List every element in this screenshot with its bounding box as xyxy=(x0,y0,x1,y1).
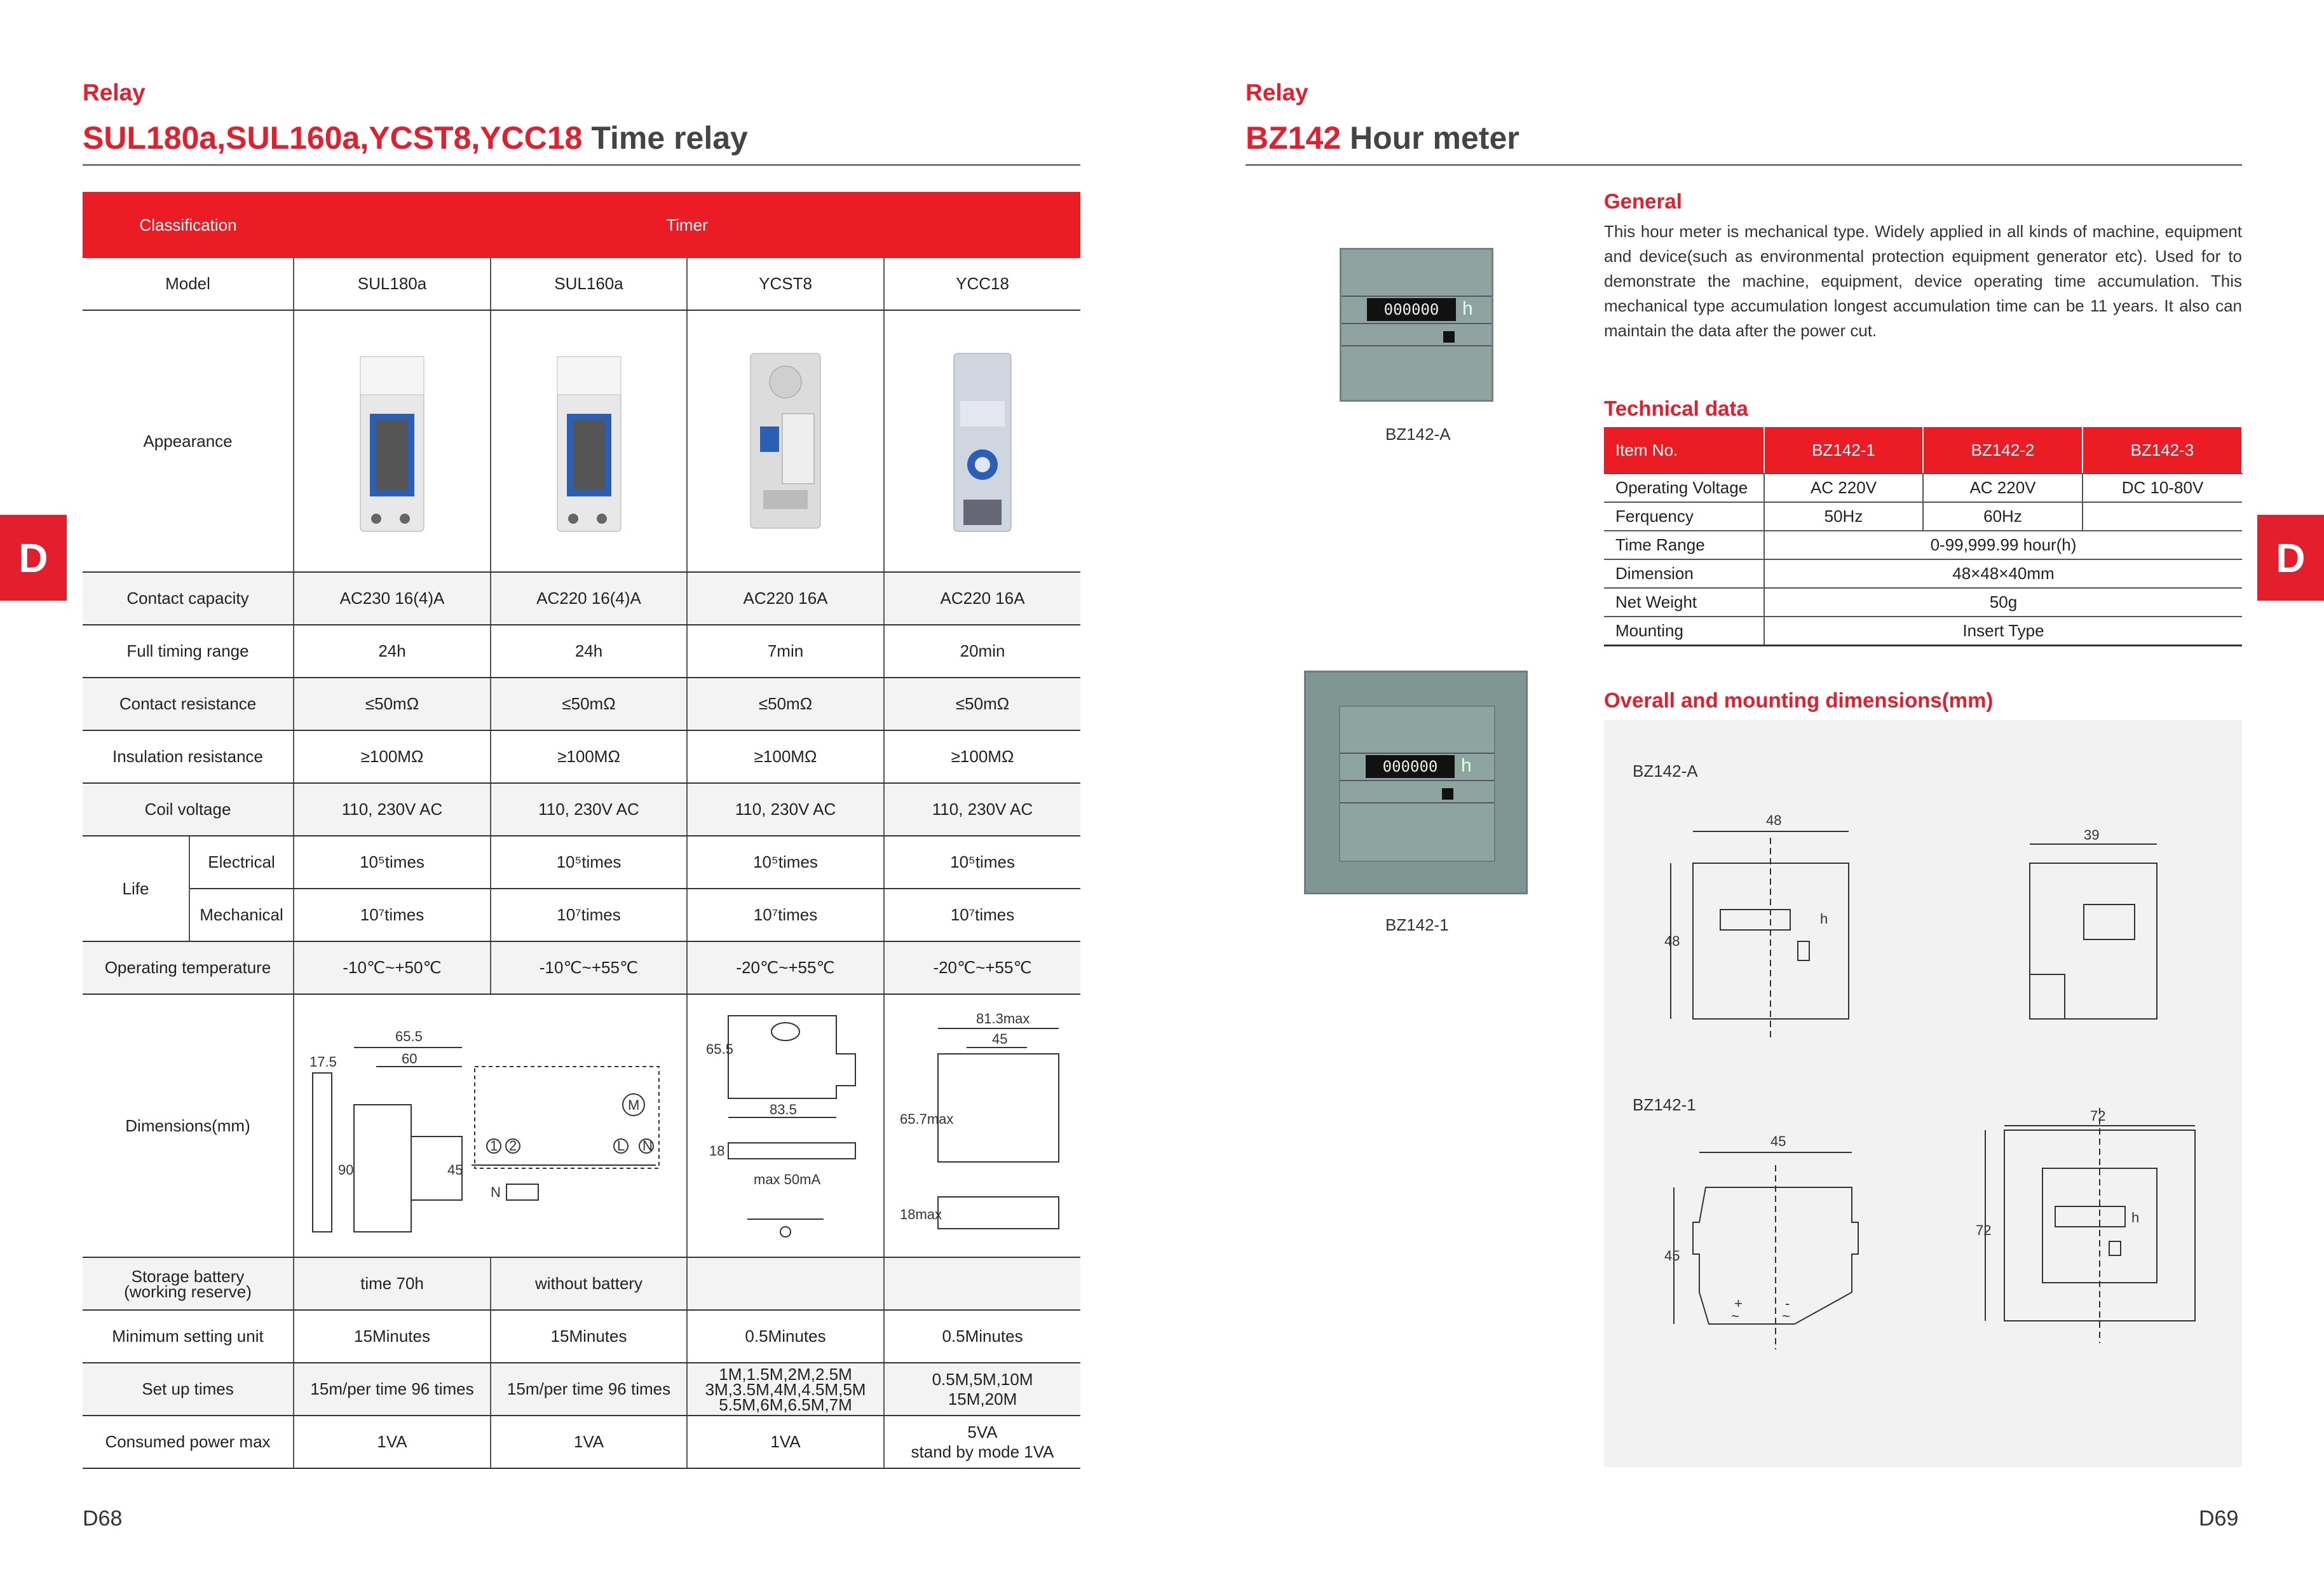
value-line: 0.5M,5M,10M xyxy=(932,1369,1033,1389)
right-page-title xyxy=(1246,119,1519,156)
dim-label: 65.5 xyxy=(706,1041,733,1057)
value-cell: 10⁷times xyxy=(294,889,491,941)
indicator-icon xyxy=(1442,788,1453,800)
value-cell: AC 220V xyxy=(1764,474,1923,502)
dim-label: M xyxy=(627,1096,639,1113)
table-row xyxy=(1604,474,2242,502)
value-cell: AC220 16A xyxy=(884,572,1080,625)
dimension-drawings xyxy=(1604,720,2242,1467)
model-cell: SUL160a xyxy=(491,258,687,310)
value-cell: 15m/per time 96 times xyxy=(294,1363,491,1416)
value-cell: 15Minutes xyxy=(491,1310,687,1363)
value-cell: 0-99,999.99 hour(h) xyxy=(1764,531,2242,559)
dim-label: 48 xyxy=(1664,933,1680,949)
value-cell: 110, 230V AC xyxy=(294,783,491,836)
table-row xyxy=(1604,502,2242,531)
value-cell: AC 220V xyxy=(1923,474,2083,502)
table-row xyxy=(1604,559,2242,588)
value-cell: 24h xyxy=(294,625,491,678)
value-cell: 48×48×40mm xyxy=(1764,559,2242,588)
dim-label: 90 xyxy=(337,1161,353,1178)
ycst8-dimension-drawing xyxy=(687,994,884,1257)
row-label: Consumed power max xyxy=(83,1416,294,1468)
value-cell: 10⁷times xyxy=(491,889,687,941)
left-section-label: Relay xyxy=(83,79,146,106)
header-cell: BZ142-1 xyxy=(1764,427,1923,474)
classification-label: Classification xyxy=(83,192,294,258)
indicator-icon xyxy=(1443,331,1455,343)
value-cell xyxy=(687,1257,884,1310)
table-row xyxy=(83,941,1080,994)
counter-display: 000000 xyxy=(1366,755,1455,778)
dim-label: 17.5 xyxy=(309,1053,337,1070)
value-cell xyxy=(884,1416,1080,1468)
tech-heading: Technical data xyxy=(1604,397,1748,420)
table-row xyxy=(83,1310,1080,1363)
value-cell: 110, 230V AC xyxy=(884,783,1080,836)
table-row xyxy=(83,1363,1080,1416)
row-label: Operating Voltage xyxy=(1604,474,1764,502)
header-cell: BZ142-3 xyxy=(2083,427,2242,474)
row-label-line: Storage battery xyxy=(131,1266,245,1286)
value-cell: DC 10-80V xyxy=(2083,474,2242,502)
time-relay-spec-table xyxy=(83,192,1080,1469)
value-cell: 1VA xyxy=(491,1416,687,1468)
value-cell: 10⁵times xyxy=(491,836,687,889)
value-cell: 110, 230V AC xyxy=(687,783,884,836)
row-label-line: (working reserve) xyxy=(124,1281,252,1301)
row-label: Life xyxy=(83,836,189,941)
value-cell xyxy=(884,1363,1080,1416)
sul160a-photo xyxy=(491,310,687,572)
value-line: stand by mode 1VA xyxy=(911,1442,1054,1461)
left-title-models: SUL180a,SUL160a,YCST8,YCC18 xyxy=(83,120,583,156)
dims-heading: Overall and mounting dimensions(mm) xyxy=(1604,688,1994,712)
bz142-1-caption: BZ142-1 xyxy=(1385,915,1449,934)
terminal-mark: ~ xyxy=(1782,1308,1790,1324)
dim-label: 45 xyxy=(992,1030,1008,1047)
bz142-1-dim-label: BZ142-1 xyxy=(1633,1095,1696,1114)
row-label: Contact resistance xyxy=(83,678,294,730)
left-title-rule xyxy=(83,164,1080,166)
right-title-product: Hour meter xyxy=(1349,120,1519,156)
model-cell: YCST8 xyxy=(687,258,884,310)
ycc18-dimension-drawing xyxy=(884,994,1080,1257)
table-row xyxy=(83,625,1080,678)
value-cell: ≤50mΩ xyxy=(491,678,687,730)
value-cell: 10⁵times xyxy=(884,836,1080,889)
bz142-a-dim-label: BZ142-A xyxy=(1633,761,1698,781)
general-text: This hour meter is mechanical type. Widely applied in all kinds of machine, equipment and device(such as environmental protection equipment generator etc). Used for to demonstrate the machine, equipment, device operating time accumulation. This mechanical type accumulation longest accumulation time can be 11 years. It also can maintain the data after the power cut. xyxy=(1604,222,2242,340)
dim-label: 45 xyxy=(1770,1133,1786,1149)
dim-label: 2 xyxy=(508,1137,517,1154)
value-cell xyxy=(687,1363,884,1416)
right-title-rule xyxy=(1246,164,2242,166)
dim-label: N xyxy=(642,1137,653,1154)
value-cell: ≤50mΩ xyxy=(884,678,1080,730)
right-page-number: D69 xyxy=(2199,1506,2239,1531)
right-section-label: Relay xyxy=(1246,79,1308,106)
right-title-model: BZ142 xyxy=(1246,120,1342,156)
tech-data-table xyxy=(1604,427,2243,646)
row-label: Dimension xyxy=(1604,559,1764,588)
value-cell: 24h xyxy=(491,625,687,678)
value-cell: -10℃~+55℃ xyxy=(491,941,687,994)
value-cell: 15m/per time 96 times xyxy=(491,1363,687,1416)
value-cell: 60Hz xyxy=(1923,502,2083,531)
general-heading: General xyxy=(1604,189,1682,213)
table-row xyxy=(1604,531,2242,559)
dim-label: 18 xyxy=(709,1142,725,1159)
dim-label: 18max xyxy=(900,1206,942,1222)
value-cell: 0.5Minutes xyxy=(687,1310,884,1363)
counter-unit: h xyxy=(1461,755,1472,776)
left-page-number: D68 xyxy=(83,1506,123,1531)
table-row xyxy=(83,783,1080,836)
dim-label: 72 xyxy=(1976,1222,1992,1238)
dim-label: max 50mA xyxy=(754,1171,821,1187)
dim-label: 45 xyxy=(447,1161,463,1178)
row-label: Dimensions(mm) xyxy=(83,994,294,1257)
row-label: Net Weight xyxy=(1604,588,1764,617)
value-cell: 15Minutes xyxy=(294,1310,491,1363)
value-cell: 1VA xyxy=(687,1416,884,1468)
value-cell: 0.5Minutes xyxy=(884,1310,1080,1363)
value-cell: AC220 16(4)A xyxy=(491,572,687,625)
dim-label: 65.5 xyxy=(395,1028,423,1044)
counter-unit: h xyxy=(1462,298,1473,319)
row-label: Minimum setting unit xyxy=(83,1310,294,1363)
value-line: 5.5M,6M,6.5M,7M xyxy=(719,1395,852,1414)
table-row xyxy=(83,836,1080,889)
value-cell: without battery xyxy=(491,1257,687,1310)
table-row xyxy=(83,310,1080,572)
value-cell: ≤50mΩ xyxy=(294,678,491,730)
terminal-mark: - xyxy=(1785,1295,1790,1311)
dim-label: h xyxy=(2131,1210,2140,1225)
dim-label: 60 xyxy=(401,1050,417,1067)
value-cell: 7min xyxy=(687,625,884,678)
row-label: Insulation resistance xyxy=(83,730,294,783)
table-row xyxy=(83,678,1080,730)
dim-label: N xyxy=(490,1184,501,1200)
value-cell: 110, 230V AC xyxy=(491,783,687,836)
value-cell: ≤50mΩ xyxy=(687,678,884,730)
bz142-a-caption: BZ142-A xyxy=(1385,425,1451,444)
left-title-product: Time relay xyxy=(591,120,748,156)
tech-header-row xyxy=(1604,427,2242,474)
table-row xyxy=(83,1416,1080,1468)
table-row xyxy=(83,572,1080,625)
dim-label: 1 xyxy=(489,1137,498,1154)
value-cell: 1VA xyxy=(294,1416,491,1468)
value-cell: AC230 16(4)A xyxy=(294,572,491,625)
row-label: Appearance xyxy=(83,310,294,572)
dim-label: L xyxy=(616,1137,625,1154)
dim-label: 65.7max xyxy=(900,1110,954,1127)
row-label: Contact capacity xyxy=(83,572,294,625)
table-row xyxy=(83,889,1080,941)
dim-label: 45 xyxy=(1664,1248,1680,1264)
value-line: 3M,3.5M,4M,4.5M,5M xyxy=(705,1379,866,1399)
row-label: Operating temperature xyxy=(83,941,294,994)
dim-label: 81.3max xyxy=(976,1010,1030,1027)
left-page-title xyxy=(83,119,748,156)
value-cell: Insert Type xyxy=(1764,617,2242,646)
row-label: Set up times xyxy=(83,1363,294,1416)
value-cell: ≥100MΩ xyxy=(294,730,491,783)
value-cell: AC220 16A xyxy=(687,572,884,625)
value-cell: ≥100MΩ xyxy=(884,730,1080,783)
model-cell: SUL180a xyxy=(294,258,491,310)
table-row xyxy=(1604,588,2242,617)
header-cell: BZ142-2 xyxy=(1923,427,2083,474)
value-cell xyxy=(2083,502,2242,531)
table-row xyxy=(83,1257,1080,1310)
row-sublabel: Electrical xyxy=(189,836,294,889)
row-label: Mounting xyxy=(1604,617,1764,646)
sul-dimension-drawing xyxy=(294,994,687,1257)
dim-label: 48 xyxy=(1766,812,1782,828)
dim-label: 83.5 xyxy=(770,1101,797,1117)
dim-label: 72 xyxy=(2090,1108,2106,1124)
value-cell: 10⁷times xyxy=(884,889,1080,941)
row-label: Full timing range xyxy=(83,625,294,678)
value-cell: 10⁷times xyxy=(687,889,884,941)
value-cell: -20℃~+55℃ xyxy=(884,941,1080,994)
header-cell: Item No. xyxy=(1604,427,1764,474)
row-label: Model xyxy=(83,258,294,310)
bz142-1-photo xyxy=(1304,671,1528,894)
value-cell xyxy=(884,1257,1080,1310)
value-line: 1M,1.5M,2M,2.5M xyxy=(719,1364,852,1384)
value-cell: ≥100MΩ xyxy=(491,730,687,783)
side-tab-left: D xyxy=(0,515,67,601)
counter-display: 000000 xyxy=(1367,298,1456,321)
bz142-a-photo xyxy=(1340,248,1493,402)
ycst8-photo xyxy=(687,310,884,572)
value-cell: 50g xyxy=(1764,588,2242,617)
row-label: Coil voltage xyxy=(83,783,294,836)
value-cell: 20min xyxy=(884,625,1080,678)
value-line: 15M,20M xyxy=(948,1389,1017,1409)
row-sublabel: Mechanical xyxy=(189,889,294,941)
value-cell: 50Hz xyxy=(1764,502,1923,531)
side-tab-right: D xyxy=(2257,515,2324,601)
table-row xyxy=(1604,617,2242,646)
dim-label: h xyxy=(1820,911,1828,927)
row-label: Time Range xyxy=(1604,531,1764,559)
sul180a-photo xyxy=(294,310,491,572)
terminal-mark: + xyxy=(1734,1295,1743,1311)
value-cell: time 70h xyxy=(294,1257,491,1310)
dim-label: 39 xyxy=(2084,827,2100,843)
value-cell: 10⁵times xyxy=(687,836,884,889)
dimensions-panel xyxy=(1604,720,2242,1467)
ycc18-photo xyxy=(884,310,1080,572)
row-label: Ferquency xyxy=(1604,502,1764,531)
value-cell: ≥100MΩ xyxy=(687,730,884,783)
table-row xyxy=(83,730,1080,783)
value-cell: 10⁵times xyxy=(294,836,491,889)
value-cell: -10℃~+50℃ xyxy=(294,941,491,994)
classification-value: Timer xyxy=(294,192,1080,258)
table-row xyxy=(83,994,1080,1257)
terminal-mark: ~ xyxy=(1731,1308,1739,1324)
value-line: 5VA xyxy=(967,1422,998,1442)
value-cell: -20℃~+55℃ xyxy=(687,941,884,994)
model-cell: YCC18 xyxy=(884,258,1080,310)
table-header-row xyxy=(83,192,1080,258)
row-label xyxy=(83,1257,294,1310)
table-row xyxy=(83,258,1080,310)
